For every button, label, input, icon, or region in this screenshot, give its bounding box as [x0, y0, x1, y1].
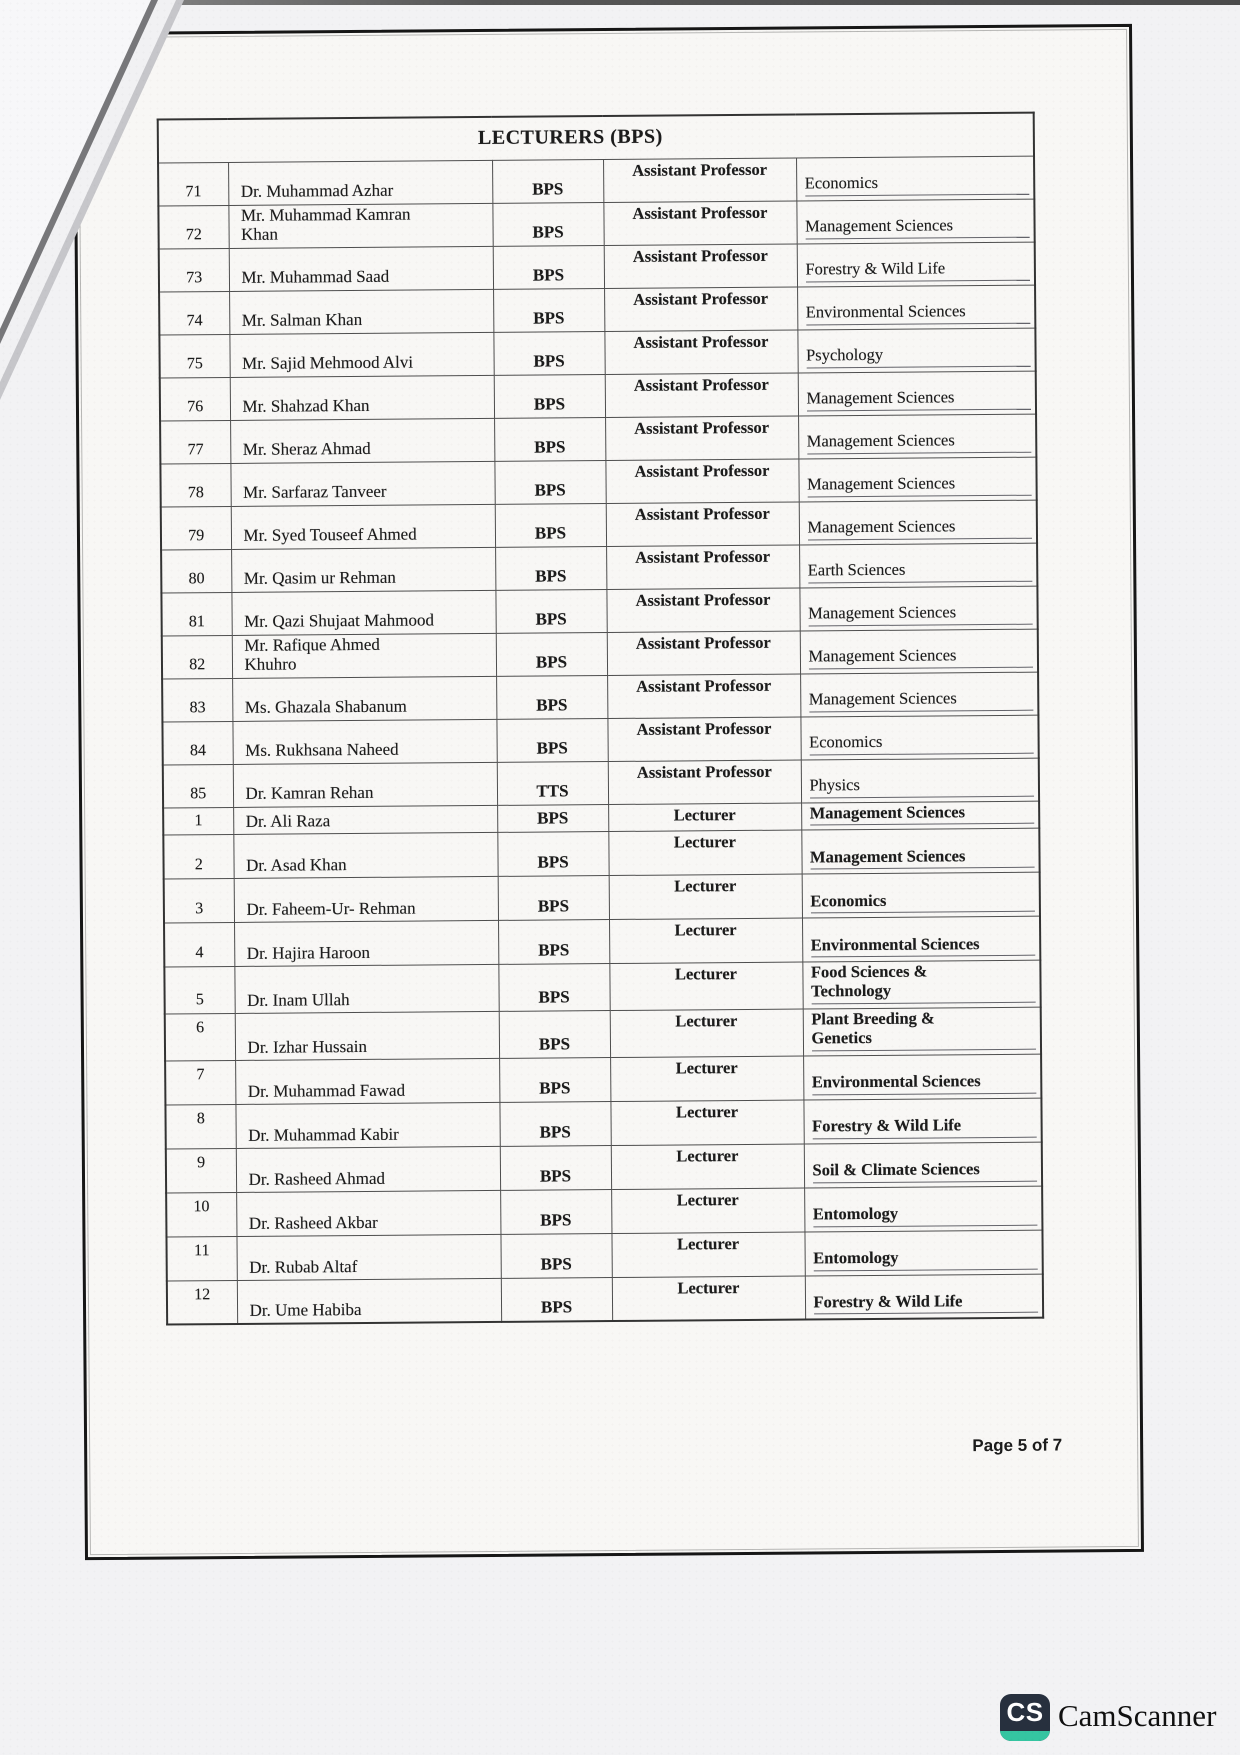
document-page [73, 24, 1144, 1560]
cell-designation: Assistant Professor [606, 502, 799, 547]
department-text: Plant Breeding & Genetics [811, 1008, 1036, 1052]
cell-serial: 73 [159, 248, 229, 292]
table-row [166, 1230, 1042, 1281]
cell-name: Mr. Qasim ur Rehman [231, 547, 495, 592]
cell-designation: Assistant Professor [604, 244, 797, 289]
cell-scale: BPS [499, 1057, 610, 1102]
camscanner-icon-text: CS [1006, 1697, 1044, 1727]
cell-designation: Lecturer [610, 1009, 803, 1057]
cell-designation: Assistant Professor [604, 330, 797, 375]
cell-scale: BPS [492, 159, 603, 203]
cell-serial: 81 [161, 592, 231, 636]
cell-scale: BPS [495, 589, 606, 633]
department-text: Physics [809, 774, 1034, 798]
cell-department [804, 1186, 1042, 1232]
table-row [158, 156, 1034, 206]
table-row [167, 1274, 1043, 1325]
cell-designation: Lecturer [609, 918, 802, 964]
cell-scale: BPS [499, 1010, 610, 1058]
table-row [166, 1186, 1042, 1237]
cell-serial: 78 [160, 463, 230, 507]
department-text: Management Sciences [806, 387, 1031, 411]
department-text: Economics [805, 172, 1030, 196]
cell-department [800, 629, 1038, 674]
cell-scale: TTS [497, 761, 608, 805]
department-text: Forestry & Wild Life [813, 1291, 1038, 1315]
cell-serial: 83 [162, 678, 232, 722]
cell-department [803, 1007, 1041, 1056]
department-text: Earth Sciences [808, 559, 1033, 583]
cell-serial: 5 [164, 966, 234, 1013]
cell-serial: 76 [160, 377, 230, 421]
camscanner-label: CamScanner [1058, 1698, 1217, 1733]
cell-name: Mr. Syed Touseef Ahmed [231, 504, 495, 549]
cell-department [804, 1230, 1042, 1276]
cell-department [804, 1142, 1042, 1188]
cell-designation: Assistant Professor [607, 717, 800, 762]
cell-scale: BPS [497, 804, 608, 832]
department-text: Forestry & Wild Life [805, 258, 1030, 282]
table-row [159, 328, 1035, 378]
cell-department [800, 715, 1038, 760]
faculty-table-body [158, 113, 1034, 163]
table-row [163, 828, 1039, 879]
cell-scale: BPS [493, 288, 604, 332]
cell-scale: BPS [494, 460, 605, 504]
department-text: Management Sciences [807, 473, 1032, 497]
cell-scale: BPS [498, 963, 609, 1011]
cell-name: Dr. Rasheed Ahmad [236, 1146, 500, 1192]
table-row [161, 543, 1037, 593]
cell-name: Dr. Muhammad Kabir [235, 1102, 499, 1148]
department-text: Environmental Sciences [806, 301, 1031, 325]
cell-name: Mr. Shahzad Khan [230, 375, 494, 420]
cell-serial: 10 [166, 1192, 236, 1237]
table-row [165, 1054, 1041, 1105]
cell-serial: 79 [161, 506, 231, 550]
cell-serial: 7 [165, 1060, 235, 1105]
cell-designation: Assistant Professor [607, 631, 800, 676]
section-header-row [158, 113, 1034, 163]
cell-serial: 71 [158, 162, 228, 206]
cell-department [798, 414, 1036, 459]
cell-name: Mr. Muhammad Kamran Khan [228, 203, 492, 248]
cell-designation: Lecturer [611, 1232, 804, 1278]
department-text: Economics [810, 889, 1035, 913]
cell-department [800, 672, 1038, 717]
camscanner-icon-strip [1000, 1731, 1050, 1741]
table-row [165, 1098, 1041, 1149]
faculty-table [157, 112, 1044, 1326]
cell-designation: Lecturer [611, 1144, 804, 1190]
cell-department [801, 758, 1039, 803]
cell-name: Mr. Rafique Ahmed Khuhro [232, 633, 496, 678]
cell-designation: Assistant Professor [608, 760, 801, 805]
cell-name: Dr. Ali Raza [233, 805, 497, 835]
cell-serial: 9 [166, 1148, 236, 1193]
cell-department [798, 371, 1036, 416]
cell-designation: Lecturer [610, 1100, 803, 1146]
cell-department [805, 1274, 1043, 1320]
cell-scale: BPS [492, 202, 603, 246]
section-header: LECTURERS (BPS) [158, 113, 1034, 163]
cell-department [799, 543, 1037, 588]
cell-department [799, 586, 1037, 631]
cell-scale: BPS [495, 503, 606, 547]
department-text: Psychology [806, 344, 1031, 368]
cell-department [801, 801, 1039, 830]
cell-serial: 8 [165, 1104, 235, 1149]
table-row [162, 672, 1038, 722]
cell-serial: 82 [162, 635, 232, 679]
cell-scale: BPS [493, 331, 604, 375]
cell-serial: 2 [163, 834, 233, 879]
cell-department [797, 328, 1035, 373]
cell-name: Dr. Izhar Hussain [235, 1011, 499, 1060]
table-row [162, 715, 1038, 765]
department-text: Management Sciences [809, 688, 1034, 712]
cell-serial: 80 [161, 549, 231, 593]
cell-name: Ms. Rukhsana Naheed [232, 719, 496, 764]
cell-designation: Assistant Professor [606, 545, 799, 590]
cell-name: Dr. Muhammad Azhar [228, 160, 492, 205]
page-footer: Page 5 of 7 [972, 1435, 1063, 1456]
table-row [160, 457, 1036, 507]
cell-name: Dr. Asad Khan [233, 832, 497, 878]
cell-scale: BPS [500, 1189, 611, 1234]
cell-department [798, 457, 1036, 502]
cell-designation: Lecturer [610, 1056, 803, 1102]
cell-designation: Lecturer [608, 803, 801, 832]
cell-designation: Lecturer [609, 962, 802, 1010]
camscanner-icon [1000, 1694, 1050, 1741]
department-text: Forestry & Wild Life [812, 1115, 1037, 1139]
department-text: Management Sciences [808, 602, 1033, 626]
cell-name: Dr. Kamran Rehan [233, 762, 497, 807]
department-text: Soil & Climate Sciences [812, 1159, 1037, 1183]
cell-name: Mr. Qazi Shujaat Mahmood [231, 590, 495, 635]
table-row [158, 199, 1034, 249]
cell-designation: Assistant Professor [605, 459, 798, 504]
cell-scale: BPS [496, 632, 607, 676]
cell-department [796, 199, 1034, 244]
cell-name: Dr. Faheem-Ur- Rehman [234, 876, 498, 922]
cell-designation: Lecturer [612, 1276, 805, 1322]
cell-name: Dr. Muhammad Fawad [235, 1058, 499, 1104]
cell-scale: BPS [499, 1101, 610, 1146]
cell-scale: BPS [496, 675, 607, 719]
cell-department [802, 872, 1040, 918]
cell-serial: 77 [160, 420, 230, 464]
cell-scale: BPS [494, 374, 605, 418]
cell-designation: Lecturer [611, 1188, 804, 1234]
table-row [161, 586, 1037, 636]
scan-edge-line [168, 0, 1240, 5]
table-row [161, 500, 1037, 550]
cell-designation: Assistant Professor [603, 201, 796, 246]
cell-serial: 85 [163, 764, 233, 808]
cell-scale: BPS [498, 875, 609, 920]
cell-name: Mr. Sarfaraz Tanveer [230, 461, 494, 506]
table-row [160, 414, 1036, 464]
department-text: Environmental Sciences [812, 1071, 1037, 1095]
department-text: Entomology [813, 1247, 1038, 1271]
cell-designation: Assistant Professor [604, 287, 797, 332]
cell-department [802, 916, 1040, 962]
cell-designation: Assistant Professor [603, 158, 796, 203]
department-text: Environmental Sciences [811, 933, 1036, 957]
table-row [164, 960, 1040, 1014]
cell-serial: 6 [165, 1013, 235, 1060]
table-row [160, 371, 1036, 421]
cell-department [801, 828, 1039, 874]
department-text: Management Sciences [810, 845, 1035, 869]
table-row [159, 242, 1035, 292]
cell-name: Mr. Muhammad Saad [229, 246, 493, 291]
department-text: Management Sciences [810, 801, 1035, 825]
table-row [159, 285, 1035, 335]
cell-name: Mr. Sajid Mehmood Alvi [229, 332, 493, 377]
cell-name: Mr. Sheraz Ahmad [230, 418, 494, 463]
department-text: Management Sciences [807, 430, 1032, 454]
cell-serial: 3 [164, 878, 234, 923]
cell-department [803, 1054, 1041, 1100]
cell-serial: 12 [167, 1280, 237, 1325]
department-text: Management Sciences [807, 516, 1032, 540]
department-text: Management Sciences [805, 215, 1030, 239]
cell-scale: BPS [498, 919, 609, 964]
cell-scale: BPS [500, 1233, 611, 1278]
table-row [166, 1142, 1042, 1193]
cell-scale: BPS [496, 718, 607, 762]
cell-name: Ms. Ghazala Shabanum [232, 676, 496, 721]
cell-department [799, 500, 1037, 545]
department-text: Food Sciences & Technology [811, 961, 1036, 1005]
cell-department [803, 1098, 1041, 1144]
cell-serial: 74 [159, 291, 229, 335]
cell-name: Dr. Rubab Altaf [236, 1234, 500, 1280]
cell-serial: 84 [162, 721, 232, 765]
cell-serial: 4 [164, 922, 234, 967]
cell-scale: BPS [500, 1145, 611, 1190]
cell-scale: BPS [495, 546, 606, 590]
cell-name: Dr. Rasheed Akbar [236, 1190, 500, 1236]
cell-department [797, 285, 1035, 330]
cell-serial: 11 [166, 1236, 236, 1281]
table-row [163, 758, 1039, 808]
cell-designation: Assistant Professor [607, 674, 800, 719]
cell-serial: 1 [163, 807, 233, 835]
cell-scale: BPS [494, 417, 605, 461]
cell-designation: Lecturer [609, 874, 802, 920]
cell-designation: Lecturer [608, 830, 801, 876]
cell-serial: 72 [158, 205, 228, 249]
cell-designation: Assistant Professor [606, 588, 799, 633]
table-row [164, 916, 1040, 967]
table-row [162, 629, 1038, 679]
cell-name: Mr. Salman Khan [229, 289, 493, 334]
cell-department [797, 242, 1035, 287]
cell-department [796, 156, 1034, 201]
cell-department [802, 960, 1040, 1009]
department-text: Entomology [813, 1203, 1038, 1227]
cell-designation: Assistant Professor [605, 373, 798, 418]
cell-name: Dr. Inam Ullah [234, 964, 498, 1013]
department-text: Management Sciences [808, 645, 1033, 669]
cell-scale: BPS [493, 245, 604, 289]
department-text: Economics [809, 731, 1034, 755]
cell-designation: Assistant Professor [605, 416, 798, 461]
table-row [165, 1007, 1041, 1061]
cell-name: Dr. Ume Habiba [237, 1278, 501, 1324]
cell-scale: BPS [501, 1277, 612, 1322]
table-row [164, 872, 1040, 923]
cell-scale: BPS [497, 831, 608, 876]
cell-serial: 75 [159, 334, 229, 378]
cell-name: Dr. Hajira Haroon [234, 920, 498, 966]
